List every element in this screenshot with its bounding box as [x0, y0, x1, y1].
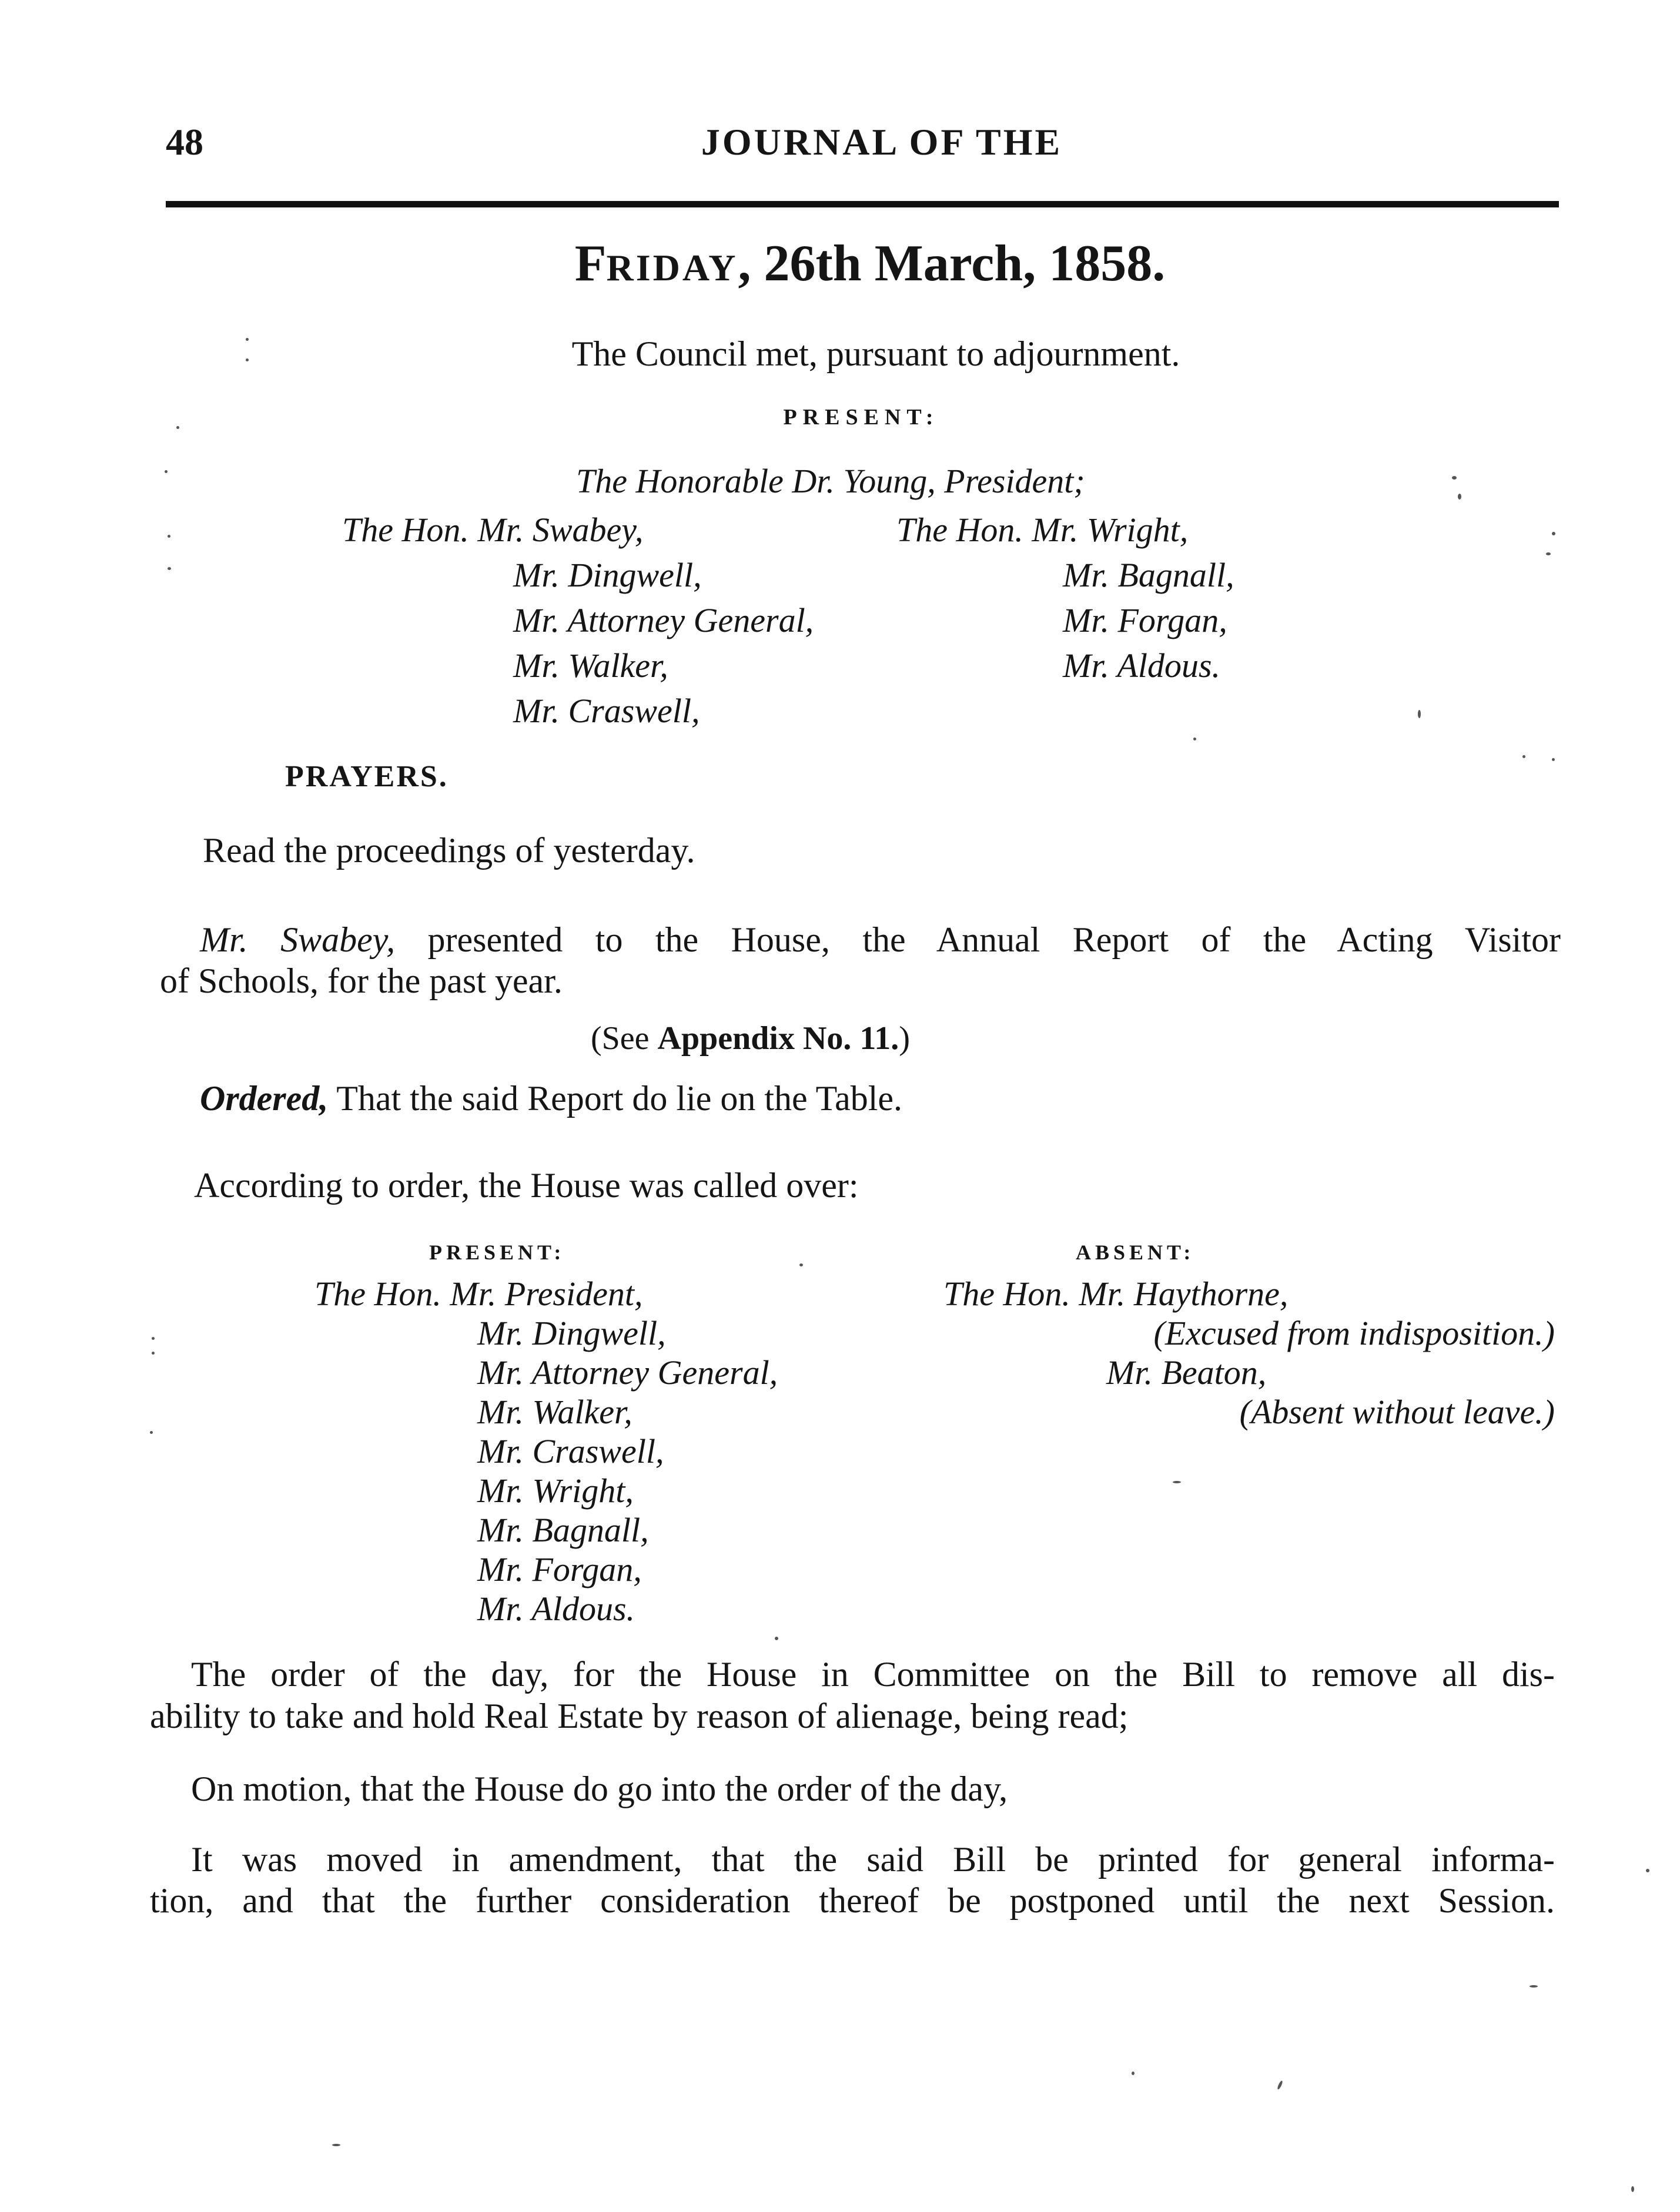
roll-present-item: Mr. Wright, — [477, 1472, 634, 1510]
speck — [152, 1337, 155, 1340]
member-left: Mr. Dingwell, — [513, 556, 702, 594]
ordered-word: Ordered, — [200, 1079, 329, 1118]
speck — [150, 1431, 153, 1434]
speck — [1530, 1985, 1538, 1988]
member-right: Mr. Forgan, — [1063, 601, 1227, 639]
report-line-2: of Schools, for the past year. — [160, 961, 563, 1000]
report-line-1 — [200, 920, 1561, 960]
speck — [332, 2144, 340, 2146]
roll-present-item: Mr. Attorney General, — [477, 1353, 778, 1392]
member-right: Mr. Bagnall, — [1063, 556, 1234, 594]
ordered-text: That the said Report do lie on the Table. — [328, 1079, 902, 1118]
page-number: 48 — [166, 121, 203, 163]
amendment-line-2: tion, and that the further consideration thereof be postponed until the next Session. — [150, 1881, 1555, 1920]
roll-absent-note: (Excused from indisposition.) — [1153, 1314, 1555, 1352]
roll-present-item: Mr. Aldous. — [477, 1590, 635, 1628]
roll-present-item: The Hon. Mr. President, — [314, 1275, 643, 1313]
member-right: Mr. Aldous. — [1063, 646, 1221, 685]
appendix-bold: Appendix No. 11. — [657, 1020, 899, 1057]
member-left: Mr. Attorney General, — [513, 601, 814, 639]
header-rule — [166, 201, 1559, 207]
member-left: The Hon. Mr. Swabey, — [342, 511, 644, 549]
speck — [1452, 476, 1457, 480]
speck — [246, 338, 249, 341]
speck — [775, 1637, 778, 1640]
amendment-line-1: It was moved in amendment, that the said Bill be printed for general informa- — [191, 1840, 1555, 1879]
roll-present-item: Mr. Walker, — [477, 1393, 632, 1431]
speck — [1552, 532, 1555, 535]
speck — [1646, 1869, 1649, 1872]
speck — [168, 535, 170, 538]
speck — [799, 1263, 803, 1266]
ordered-line — [200, 1078, 902, 1119]
roll-present-item: Mr. Bagnall, — [477, 1511, 649, 1549]
present-heading: PRESENT: — [783, 405, 939, 430]
speck — [176, 426, 179, 429]
report-member-name: Mr. Swabey, — [200, 920, 396, 959]
speck — [165, 470, 168, 473]
order-of-day-line-2: ability to take and hold Real Estate by reason of alienage, being read; — [150, 1697, 1129, 1735]
speck — [152, 1352, 155, 1355]
roll-present-item: Mr. Forgan, — [477, 1550, 642, 1588]
speck — [246, 358, 249, 361]
member-right: The Hon. Mr. Wright, — [896, 511, 1189, 549]
date-text: , 26th March, 1858. — [738, 235, 1166, 292]
roll-present-item: Mr. Craswell, — [477, 1432, 664, 1470]
roll-absent-item: Mr. Beaton, — [1106, 1353, 1267, 1392]
read-proceedings: Read the proceedings of yesterday. — [203, 831, 695, 870]
date-heading — [575, 234, 1165, 293]
intro-line: The Council met, pursuant to adjournment. — [571, 334, 1180, 373]
running-title: JOURNAL OF THE — [701, 121, 1063, 163]
member-left: Mr. Craswell, — [513, 692, 700, 730]
speck — [1552, 758, 1555, 761]
prayers-heading: PRAYERS. — [285, 760, 449, 793]
roll-present-item: Mr. Dingwell, — [477, 1314, 666, 1352]
day-rest: RIDAY — [606, 247, 738, 289]
appendix-suffix: ) — [899, 1020, 910, 1057]
speck — [1546, 552, 1551, 555]
member-left: Mr. Walker, — [513, 646, 668, 685]
called-over-line: According to order, the House was called over: — [194, 1166, 859, 1205]
roll-absent-item: The Hon. Mr. Haythorne, — [943, 1275, 1289, 1313]
speck — [1132, 2072, 1134, 2075]
appendix-prefix: (See — [591, 1020, 658, 1057]
roll-absent-note: (Absent without leave.) — [1239, 1393, 1555, 1431]
day-initial: F — [574, 235, 607, 292]
speck — [1458, 494, 1461, 500]
roll-absent-label: ABSENT: — [1076, 1241, 1195, 1264]
speck — [1631, 2186, 1634, 2192]
appendix-reference — [591, 1020, 910, 1057]
roll-present-label: PRESENT: — [429, 1241, 565, 1264]
president-line: The Honorable Dr. Young, President; — [576, 462, 1085, 500]
order-of-day-line-1: The order of the day, for the House in Committee on the Bill to remove all dis- — [191, 1655, 1555, 1694]
speck — [1277, 2080, 1283, 2090]
speck — [1193, 738, 1196, 740]
speck — [168, 567, 171, 570]
speck — [1418, 710, 1421, 718]
report-line-1-text: presented to the House, the Annual Report of the Acting Visitor — [395, 920, 1561, 959]
speck — [1522, 755, 1525, 758]
speck — [1173, 1481, 1181, 1483]
on-motion-line: On motion, that the House do go into the order of the day, — [191, 1769, 1008, 1808]
